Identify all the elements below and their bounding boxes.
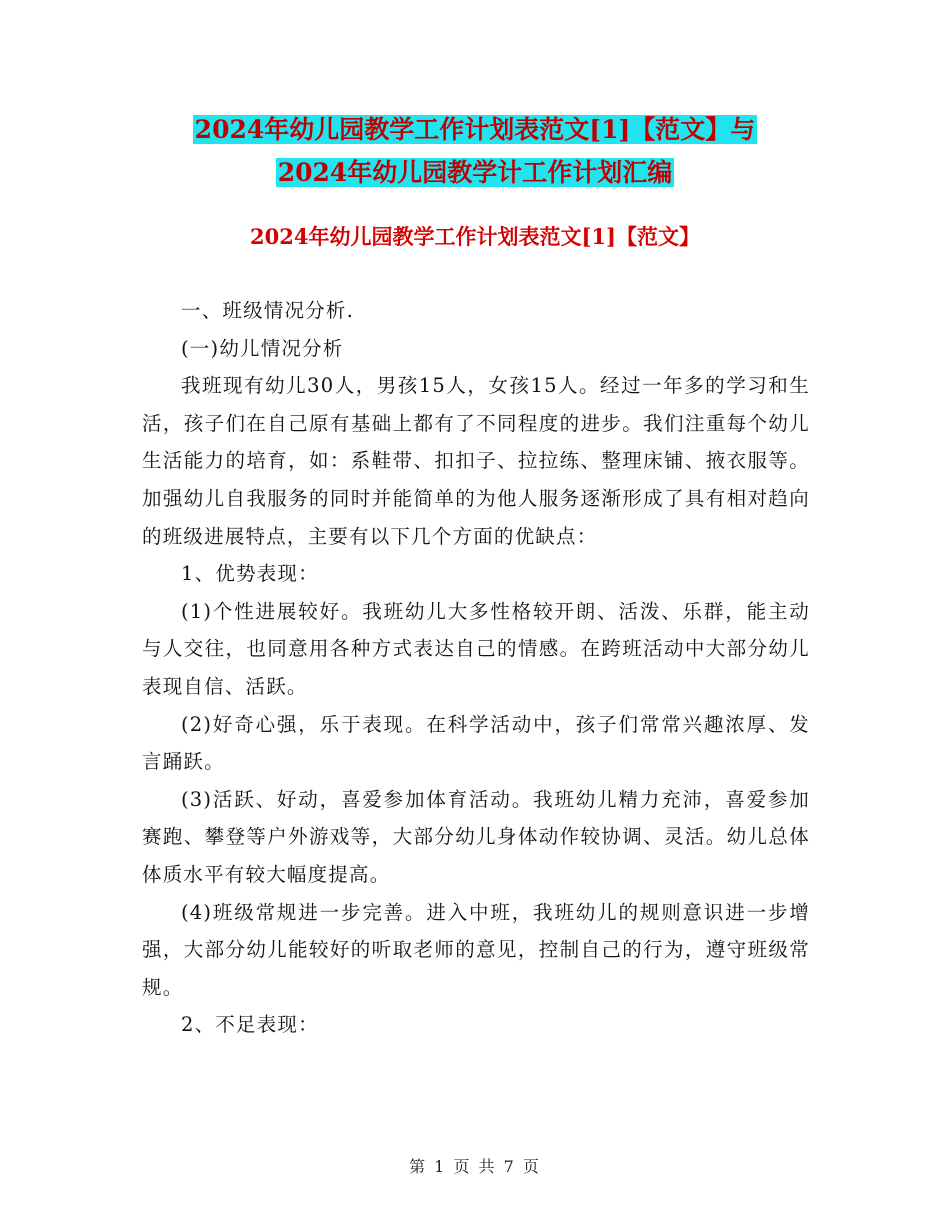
heading-strengths: 1、优势表现：	[181, 562, 319, 586]
paragraph-strength-2: (2)好奇心强，乐于表现。在科学活动中，孩子们常常兴趣浓厚、发言踊跃。	[142, 712, 810, 774]
document-title-line-2	[0, 156, 950, 190]
heading-child-analysis: (一)幼儿情况分析	[181, 336, 344, 360]
paragraph-strength-4: (4)班级常规进一步完善。进入中班，我班幼儿的规则意识进一步增强，大部分幼儿能较好的听取老师的意见，控制自己的行为，遵守班级常规。	[142, 900, 810, 999]
title-highlight: 2024年幼儿园教学计工作计划汇编	[277, 158, 673, 187]
paragraph-strength-3: (3)活跃、好动，喜爱参加体育活动。我班幼儿精力充沛，喜爱参加赛跑、攀登等户外游戏等，大部分幼儿身体动作较协调、灵活。幼儿总体体质水平有较大幅度提高。	[142, 787, 810, 886]
title-highlight: 2024年幼儿园教学工作计划表范文[1]【范文】与	[194, 115, 756, 144]
document-body	[142, 292, 810, 1044]
document-title-line-1	[0, 113, 950, 147]
heading-class-analysis: 一、班级情况分析.	[181, 299, 354, 322]
paragraph-class-overview: 我班现有幼儿30人，男孩15人，女孩15人。经过一年多的学习和生活，孩子们在自己原有基础上都有了不同程度的进步。我们注重每个幼儿生活能力的培育，如：系鞋带、扣扣子、拉拉练、整理床铺、掖衣服等。加强幼儿自我服务的同时并能简单的为他人服务逐渐形成了具有相对趋向的班级进展特点，主要有以下几个方面的优缺点：	[142, 374, 810, 548]
heading-weaknesses: 2、不足表现：	[181, 1013, 319, 1037]
paragraph-strength-1: (1)个性进展较好。我班幼儿大多性格较开朗、活泼、乐群，能主动与人交往，也同意用各种方式表达自己的情感。在跨班活动中大部分幼儿表现自信、活跃。	[142, 599, 810, 698]
page-number-footer: 第 1 页 共 7 页	[409, 1157, 541, 1176]
section-title: 2024年幼儿园教学工作计划表范文[1]【范文】	[250, 224, 700, 249]
